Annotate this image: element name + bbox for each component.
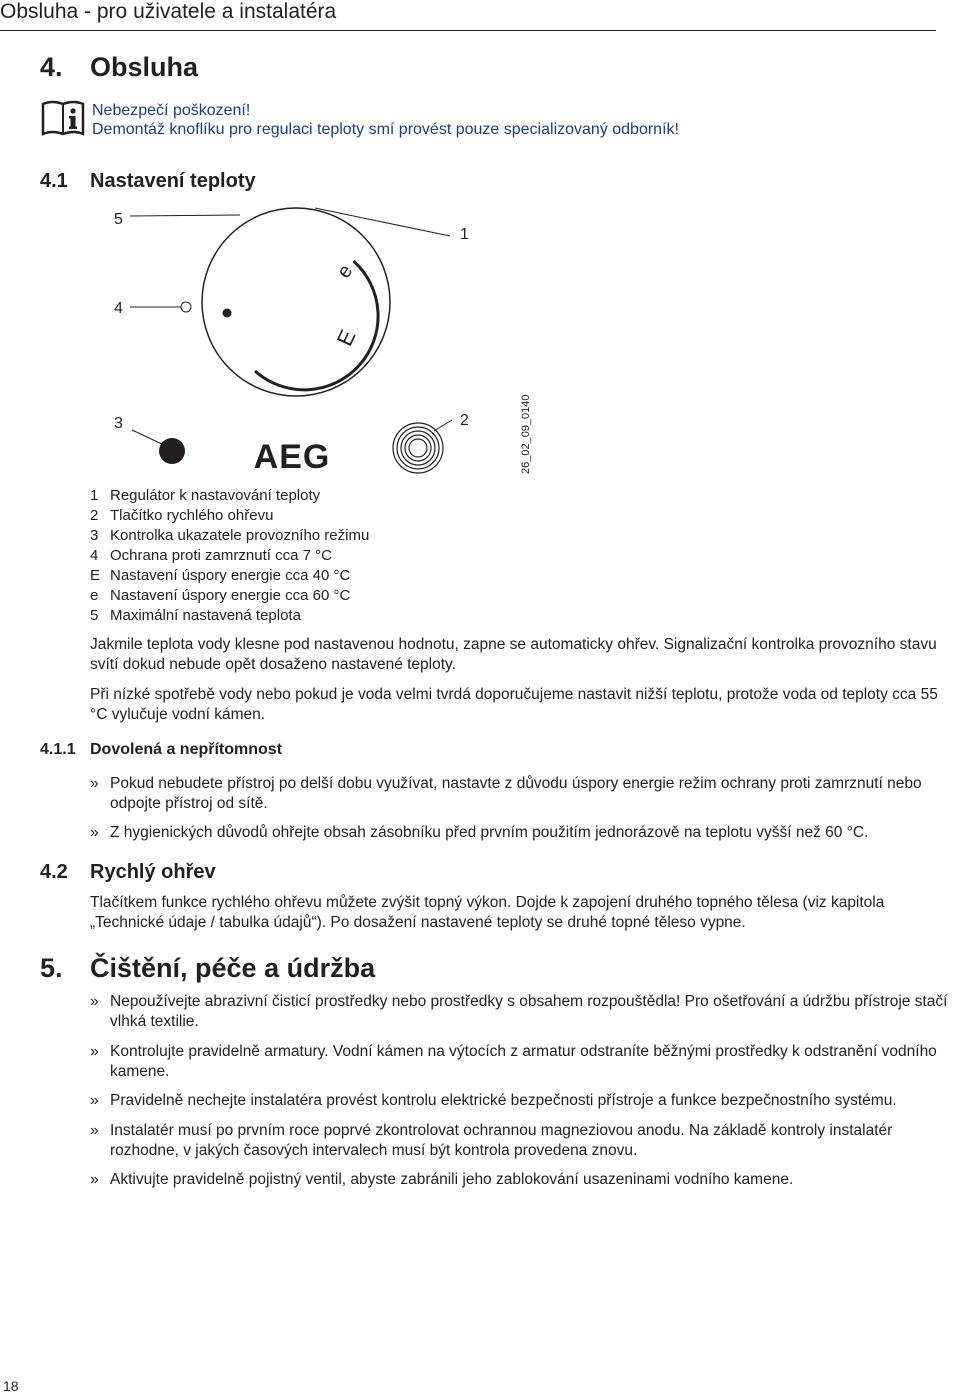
list-item: » Aktivujte pravidelně pojistný ventil, abyste zabránili jeho zablokování usazeninami vodního kamene. bbox=[90, 1171, 794, 1188]
section-number: 4.2 bbox=[40, 861, 68, 883]
list-item: » Pokud nebudete přístroj po delší dobu využívat, nastavte z důvodu úspory energie režim ochrany proti zamrznutí nebo odpojte přístroj od sítě. bbox=[90, 775, 922, 812]
callout-1: 1 bbox=[460, 226, 469, 243]
section-title: Dovolená a nepřítomnost bbox=[90, 741, 283, 758]
list-item: » Instalatér musí po prvním roce poprvé zkontrolovat ochrannou magneziovou anodu. Na základě kontroly instalatér rozhodne, v jakých časových intervalech musí být kontrola provedena znovu. bbox=[90, 1122, 893, 1159]
bullet-mark: » bbox=[90, 1122, 99, 1139]
list-item: » Nepoužívejte abrazivní čisticí prostředky nebo prostředky s obsahem rozpouštědla! Pro ošetřování a údržbu přístroje stačí vlhká textilie. bbox=[90, 993, 948, 1030]
figure-code: 26_02_09_0140 bbox=[520, 394, 532, 474]
bullet-mark: » bbox=[90, 993, 99, 1010]
callout-5: 5 bbox=[114, 211, 123, 228]
section-title: Rychlý ohřev bbox=[90, 861, 216, 883]
list-item: » Pravidelně nechejte instalatéra provést kontrolu elektrické bezpečnosti přístroje a funkce bezpečnostního systému. bbox=[90, 1092, 897, 1109]
paragraph-heating: Jakmile teplota vody klesne pod nastavenou hodnotu, zapne se automaticky ohřev. Signalizační kontrolka provozního stavu svítí dokud nebude opět dosaženo nastavené teploty. bbox=[90, 636, 937, 673]
list-item: » Kontrolujte pravidelně armatury. Vodní kámen na výtocích z armatur odstraníte běžnými prostředky k odstranění vodního kamene. bbox=[90, 1043, 937, 1080]
callout-2: 2 bbox=[460, 412, 469, 429]
legend-item: 5 Maximální nastavená teplota bbox=[90, 607, 301, 624]
bullet-mark: » bbox=[90, 1043, 99, 1060]
thermostat-figure bbox=[100, 195, 540, 480]
figure-legend bbox=[90, 486, 369, 626]
section-4-heading bbox=[40, 52, 198, 83]
bullet-mark: » bbox=[90, 775, 99, 792]
dial-pointer-dot bbox=[223, 309, 232, 318]
aeg-logo: AEG bbox=[253, 438, 331, 476]
warning-text bbox=[92, 101, 912, 139]
warning-body: Demontáž knoflíku pro regulaci teploty smí provést pouze specializovaný odborník! bbox=[92, 121, 679, 138]
section-title: Čištění, péče a údržba bbox=[90, 953, 376, 983]
legend-item: 2 Tlačítko rychlého ohřevu bbox=[90, 507, 274, 524]
section-4-1-heading bbox=[40, 170, 256, 193]
section-number: 4.1 bbox=[40, 170, 68, 192]
bullet-mark: » bbox=[90, 1092, 99, 1109]
dial-mark-e: e bbox=[332, 260, 358, 283]
list-item: » Z hygienických důvodů ohřejte obsah zásobníku před prvním použitím jednorázově na teplotu vyšší než 60 °C. bbox=[90, 824, 869, 841]
section-5-heading bbox=[40, 953, 375, 984]
bullet-mark: » bbox=[90, 824, 99, 841]
page-number: 18 bbox=[3, 1378, 19, 1394]
legend-item: 3 Kontrolka ukazatele provozního režimu bbox=[90, 527, 370, 544]
book-info-icon bbox=[40, 98, 86, 138]
header-rule bbox=[0, 30, 936, 31]
section-title: Nastavení teploty bbox=[90, 170, 256, 192]
temperature-dial bbox=[202, 208, 390, 396]
dial-mark-E: E bbox=[331, 325, 361, 350]
legend-item: 1 Regulátor k nastavování teploty bbox=[90, 487, 321, 504]
paragraph-quick-heat: Tlačítkem funkce rychlého ohřevu můžete zvýšit topný výkon. Dojde k zapojení druhého topného tělesa (viz kapitola „Technické údaje / tabulka údajů“). Po dosažení nastavené teploty se druhé topné těleso vypne. bbox=[90, 894, 885, 931]
section-number: 5. bbox=[40, 953, 63, 983]
legend-item: e Nastavení úspory energie cca 60 °C bbox=[90, 587, 351, 604]
section-number: 4. bbox=[40, 52, 63, 82]
warning-title: Nebezpečí poškození! bbox=[92, 102, 251, 119]
callout-4: 4 bbox=[114, 300, 123, 317]
legend-item: 4 Ochrana proti zamrznutí cca 7 °C bbox=[90, 547, 332, 564]
bullet-mark: » bbox=[90, 1171, 99, 1188]
paragraph-scale: Při nízké spotřebě vody nebo pokud je voda velmi tvrdá doporučujeme nastavit nižší teplotu, protože voda od teploty cca 55 °C vylučuje vodní kámen. bbox=[90, 686, 938, 723]
frost-protection-mark bbox=[181, 302, 191, 312]
running-header: Obsluha - pro uživatele a instalatéra bbox=[0, 0, 337, 23]
indicator-lamp bbox=[159, 438, 185, 464]
section-number: 4.1.1 bbox=[40, 741, 76, 758]
section-4-2-heading bbox=[40, 861, 216, 884]
legend-item: E Nastavení úspory energie cca 40 °C bbox=[90, 567, 351, 584]
section-title: Obsluha bbox=[90, 52, 199, 82]
section-4-1-1-heading bbox=[40, 741, 282, 759]
callout-3: 3 bbox=[114, 415, 123, 432]
